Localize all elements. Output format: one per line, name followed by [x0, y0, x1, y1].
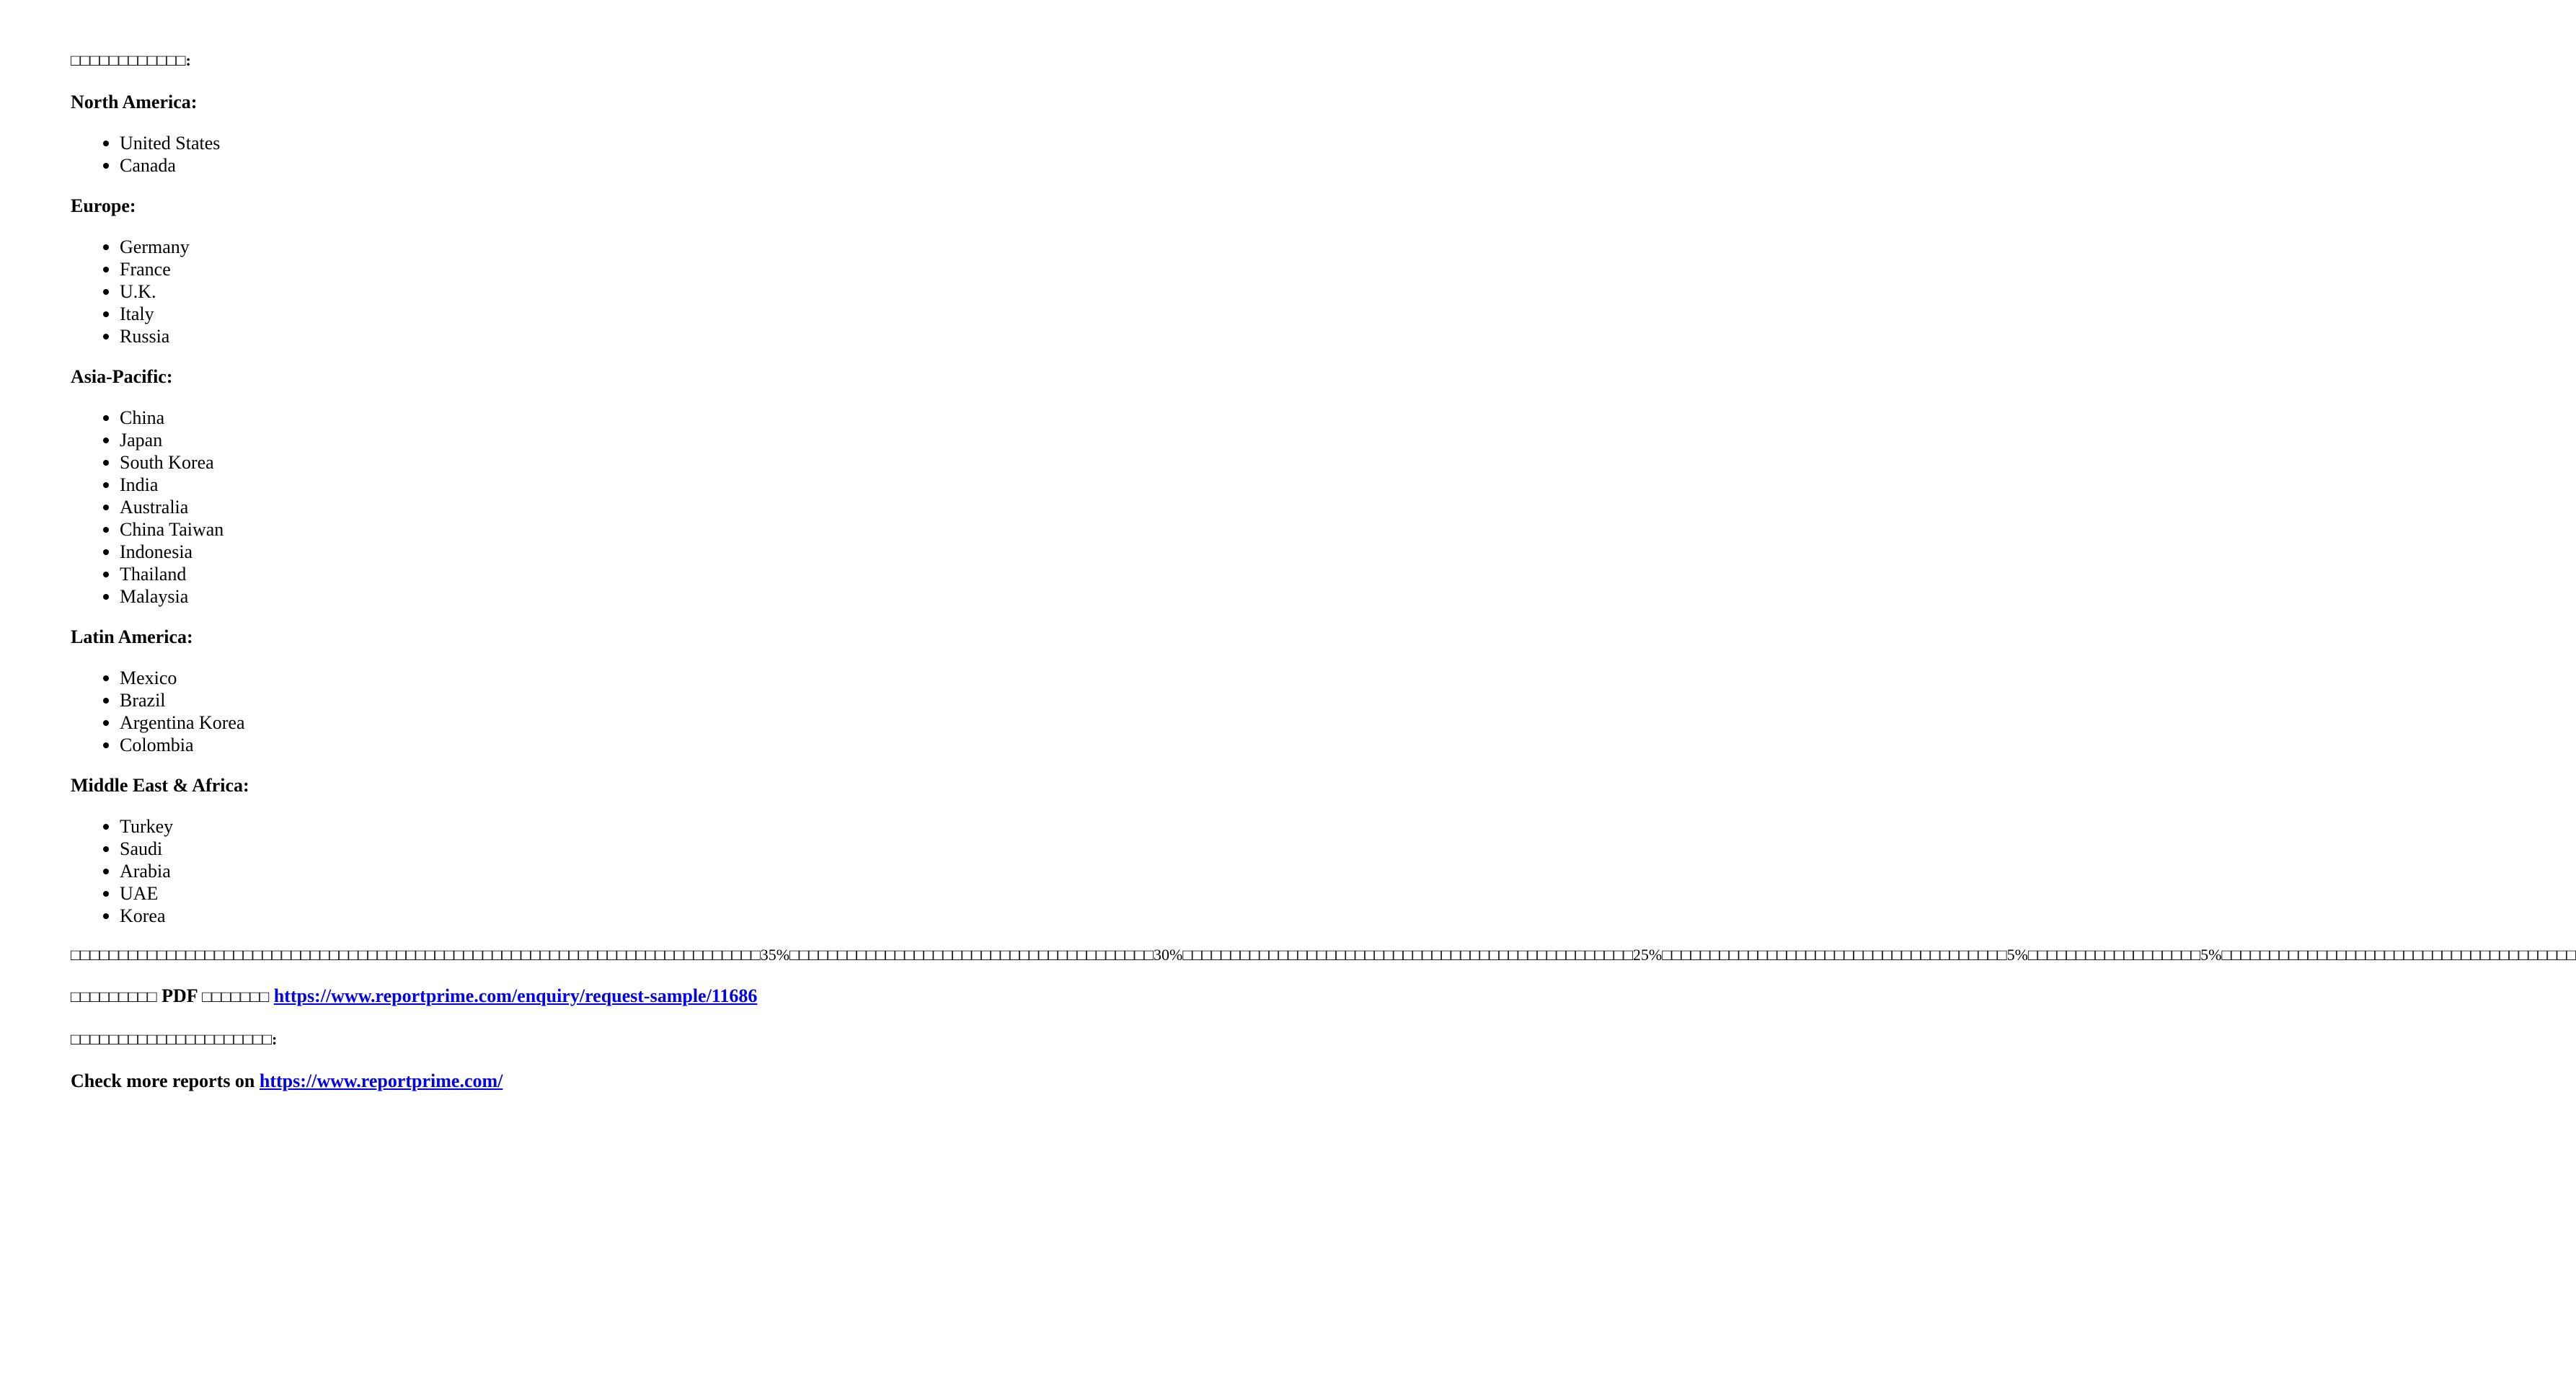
region-heading: Europe:	[71, 195, 136, 216]
country-item: China	[120, 407, 921, 429]
country-item: U.K.	[120, 280, 921, 303]
country-item: Malaysia	[120, 585, 921, 608]
country-item: Indonesia	[120, 541, 921, 563]
country-item: Australia	[120, 496, 921, 518]
country-item: Germany	[120, 236, 921, 258]
country-item: Argentina Korea	[120, 711, 921, 734]
country-item: Japan	[120, 429, 921, 451]
country-item: Mexico	[120, 667, 921, 689]
intro-heading-text: □□□□□□□□□□□□:	[71, 51, 191, 69]
country-item: Saudi	[120, 838, 921, 860]
region-list	[71, 90, 921, 927]
closing-heading	[71, 1026, 921, 1052]
region-heading: Middle East & Africa:	[71, 775, 249, 796]
country-item: Russia	[120, 325, 921, 347]
country-item: France	[120, 258, 921, 280]
country-item: South Korea	[120, 451, 921, 474]
sample-request-link[interactable]: https://www.reportprime.com/enquiry/request-sample/11686	[273, 985, 758, 1006]
country-item: Turkey	[120, 815, 921, 838]
closing-heading-text: □□□□□□□□□□□□□□□□□□□□□:	[71, 1029, 278, 1048]
country-item: Colombia	[120, 734, 921, 756]
document-page	[71, 48, 2576, 1094]
region-heading: Asia-Pacific:	[71, 366, 173, 387]
country-item: Canada	[120, 154, 921, 177]
country-item: Italy	[120, 303, 921, 325]
more-reports-label: Check more reports on	[71, 1070, 255, 1091]
country-list	[71, 132, 921, 177]
country-item: Arabia	[120, 860, 921, 882]
region-heading: North America:	[71, 92, 198, 112]
more-reports-link[interactable]: https://www.reportprime.com/	[259, 1070, 503, 1091]
sample-request-middle: □□□□□□□	[202, 987, 270, 1006]
country-item: India	[120, 474, 921, 496]
intro-heading	[71, 48, 921, 73]
sample-request-prefix: □□□□□□□□□	[71, 987, 157, 1006]
pdf-label: PDF	[161, 985, 198, 1006]
country-item: Thailand	[120, 563, 921, 585]
country-item: United States	[120, 132, 921, 154]
country-list	[71, 236, 921, 347]
country-item: Brazil	[120, 689, 921, 711]
region-heading: Latin America:	[71, 626, 193, 647]
country-item: China Taiwan	[120, 518, 921, 541]
country-item: UAE	[120, 882, 921, 905]
sample-request-line	[71, 984, 921, 1009]
market-share-paragraph: □□□□□□□□□□□□□□□□□□□□□□□□□□□□□□□□□□□□□□□□□□□□□□□□□□□□□□□□□□□□□□□□□□□□□□□□35%□□□□□□□□□□□□□□□□□□□□□□□□□□□□□□□□□□□□□□30%□□□□□□□□□□□□□□□□□□□□□□□□□□□□□□□□□□□□□□□□□□□□□□□25%□□□□□□□□□□□□□□□□□□□□□□□□□□□□□□□□□□□□5%□□□□□□□□□□□□□□□□□□5%□□□□□□□□□□□□□□□□□□□□□□□□□□□□□□□□□□□□□	[71, 946, 2576, 964]
more-reports-line	[71, 1069, 921, 1094]
country-item: Korea	[120, 905, 921, 927]
country-list	[71, 815, 921, 927]
country-list	[71, 407, 921, 608]
country-list	[71, 667, 921, 756]
